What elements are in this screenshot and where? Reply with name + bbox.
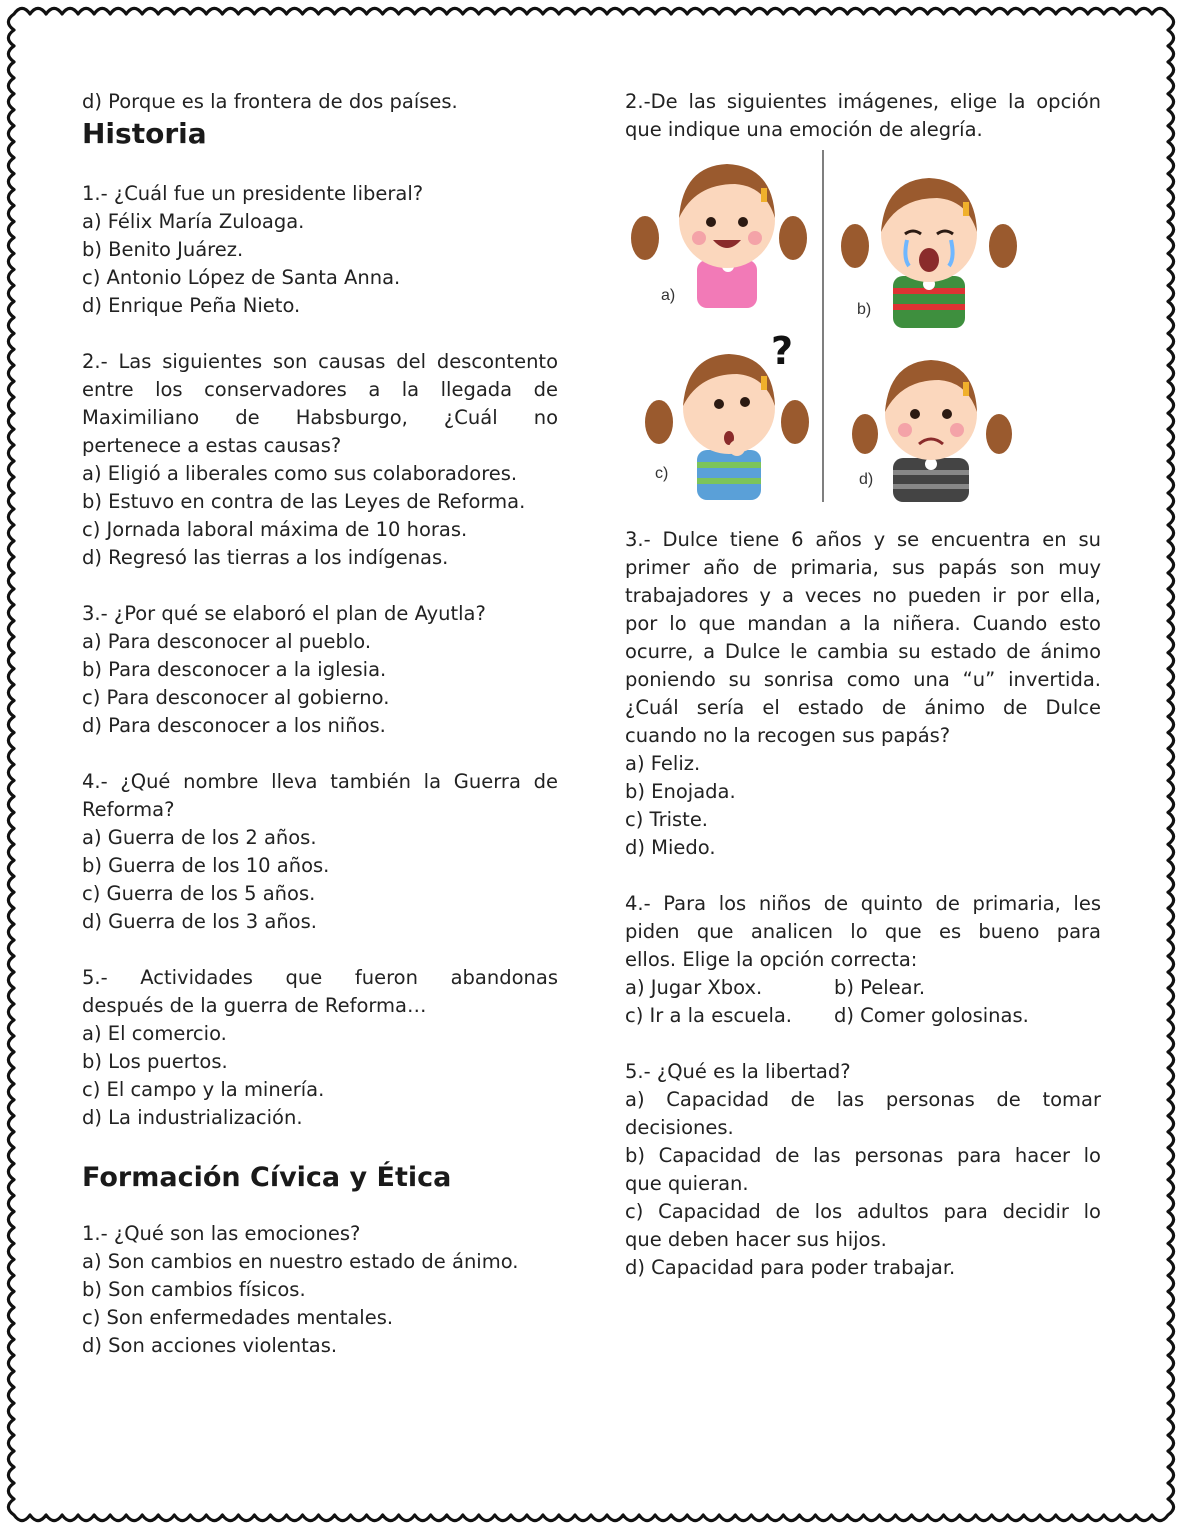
civica-q4-question: ellos. Elige la opción correcta: xyxy=(625,948,918,971)
civica-q4-option: d) Comer golosinas. xyxy=(834,1004,1029,1027)
historia-q4-question: 4.- ¿Qué nombre lleva también la Guerra de xyxy=(82,770,558,793)
civica-q5-option: d) Capacidad para poder trabajar. xyxy=(625,1256,956,1279)
civica-q4-option: b) Pelear. xyxy=(834,976,926,999)
historia-q3-option: c) Para desconocer al gobierno. xyxy=(82,686,390,709)
left-column xyxy=(82,88,558,1360)
historia-q4-option: d) Guerra de los 3 años. xyxy=(82,910,317,933)
historia-heading: Historia xyxy=(82,117,207,150)
image-label-a: a) xyxy=(661,287,676,304)
civica-q4-question: piden que analicen lo que es bueno para xyxy=(625,920,1101,943)
historia-q2-question: entre los conservadores a la llegada de xyxy=(82,378,558,401)
historia-q5-question: 5.- Actividades que fueron abandonas xyxy=(82,966,558,989)
question-mark: ? xyxy=(771,329,794,373)
civica-q5-question: 5.- ¿Qué es la libertad? xyxy=(625,1060,851,1083)
civica-q3-question: ¿Cuál sería el estado de ánimo de Dulce xyxy=(625,696,1101,719)
historia-q3-option: a) Para desconocer al pueblo. xyxy=(82,630,372,653)
civica-q1-option: d) Son acciones violentas. xyxy=(82,1334,338,1357)
historia-q2-option: a) Eligió a liberales como sus colaboradores. xyxy=(82,462,518,485)
civica-q5-option: b) Capacidad de las personas para hacer lo xyxy=(625,1144,1101,1167)
civica-q4-question: 4.- Para los niños de quinto de primaria, les xyxy=(625,892,1101,915)
civica-heading: Formación Cívica y Ética xyxy=(82,1162,452,1193)
civica-q2-question: que indique una emoción de alegría. xyxy=(625,118,983,141)
historia-q3-question: 3.- ¿Por qué se elaboró el plan de Ayutla? xyxy=(82,602,486,625)
civica-q4-option: c) Ir a la escuela. xyxy=(625,1004,793,1027)
thinking-girl-image[interactable] xyxy=(645,354,809,500)
civica-q1-option: c) Son enfermedades mentales. xyxy=(82,1306,394,1329)
historia-q2-option: b) Estuvo en contra de las Leyes de Reforma. xyxy=(82,490,526,513)
civica-q1-option: b) Son cambios físicos. xyxy=(82,1278,306,1301)
civica-q5-option: decisiones. xyxy=(625,1116,734,1139)
historia-q1-option: d) Enrique Peña Nieto. xyxy=(82,294,301,317)
civica-q3-question: primer año de primaria, sus papás son muy xyxy=(625,556,1101,579)
civica-q5-option: c) Capacidad de los adultos para decidir lo xyxy=(625,1200,1101,1223)
historia-q3-option: b) Para desconocer a la iglesia. xyxy=(82,658,387,681)
historia-q2-question: pertenece a estas causas? xyxy=(82,434,342,457)
historia-q2-option: c) Jornada laboral máxima de 10 horas. xyxy=(82,518,468,541)
civica-q3-question: ocurre, a Dulce le cambia su estado de ánimo xyxy=(625,640,1101,663)
civica-q3-option: c) Triste. xyxy=(625,808,709,831)
civica-q3-option: a) Feliz. xyxy=(625,752,701,775)
emotion-faces-illustration xyxy=(625,148,1029,504)
historia-q1-question: 1.- ¿Cuál fue un presidente liberal? xyxy=(82,182,424,205)
civica-q4-option: a) Jugar Xbox. xyxy=(625,976,763,999)
historia-q1-option: c) Antonio López de Santa Anna. xyxy=(82,266,401,289)
happy-girl-image[interactable] xyxy=(631,164,807,308)
civica-q4-options-row xyxy=(625,1002,1101,1030)
image-label-d: d) xyxy=(859,471,874,488)
civica-q3-question: cuando no la recogen sus papás? xyxy=(625,724,951,747)
civica-q1-question: 1.- ¿Qué son las emociones? xyxy=(82,1222,361,1245)
civica-q4-options-row xyxy=(625,974,1101,1002)
historia-q5-option: d) La industrialización. xyxy=(82,1106,303,1129)
civica-q3-question: trabajadores y a veces no pueden ir por ella, xyxy=(625,584,1101,607)
historia-q3-option: d) Para desconocer a los niños. xyxy=(82,714,386,737)
historia-q5-option: a) El comercio. xyxy=(82,1022,227,1045)
historia-q5-option: b) Los puertos. xyxy=(82,1050,228,1073)
historia-q4-option: a) Guerra de los 2 años. xyxy=(82,826,317,849)
civica-q3-question: por lo que mandan a la niñera. Cuando esto xyxy=(625,612,1101,635)
historia-q4-question: Reforma? xyxy=(82,798,175,821)
image-label-c: c) xyxy=(655,465,669,482)
historia-q4-option: c) Guerra de los 5 años. xyxy=(82,882,316,905)
image-label-b: b) xyxy=(857,301,872,318)
civica-q3-question: 3.- Dulce tiene 6 años y se encuentra en su xyxy=(625,528,1101,551)
right-column xyxy=(625,88,1101,1282)
historia-q5-question: después de la guerra de Reforma… xyxy=(82,994,427,1017)
civica-q5-option: que quieran. xyxy=(625,1172,749,1195)
civica-q3-option: b) Enojada. xyxy=(625,780,736,803)
historia-q1-option: a) Félix María Zuloaga. xyxy=(82,210,305,233)
historia-q4-option: b) Guerra de los 10 años. xyxy=(82,854,330,877)
historia-q2-question: Maximiliano de Habsburgo, ¿Cuál no xyxy=(82,406,558,429)
sad-girl-image[interactable] xyxy=(852,360,1012,502)
civica-q2-question: 2.-De las siguientes imágenes, elige la opción xyxy=(625,90,1101,113)
historia-q2-question: 2.- Las siguientes son causas del descontento xyxy=(82,350,558,373)
civica-q1-option: a) Son cambios en nuestro estado de ánimo. xyxy=(82,1250,519,1273)
civica-q5-option: a) Capacidad de las personas de tomar xyxy=(625,1088,1101,1111)
civica-q3-question: poniendo su sonrisa como una “u” invertida. xyxy=(625,668,1101,691)
civica-q5-option: que deben hacer sus hijos. xyxy=(625,1228,887,1251)
previous-answer: d) Porque es la frontera de dos países. xyxy=(82,90,458,113)
historia-q2-option: d) Regresó las tierras a los indígenas. xyxy=(82,546,449,569)
civica-q3-option: d) Miedo. xyxy=(625,836,716,859)
historia-q1-option: b) Benito Juárez. xyxy=(82,238,244,261)
historia-q5-option: c) El campo y la minería. xyxy=(82,1078,325,1101)
